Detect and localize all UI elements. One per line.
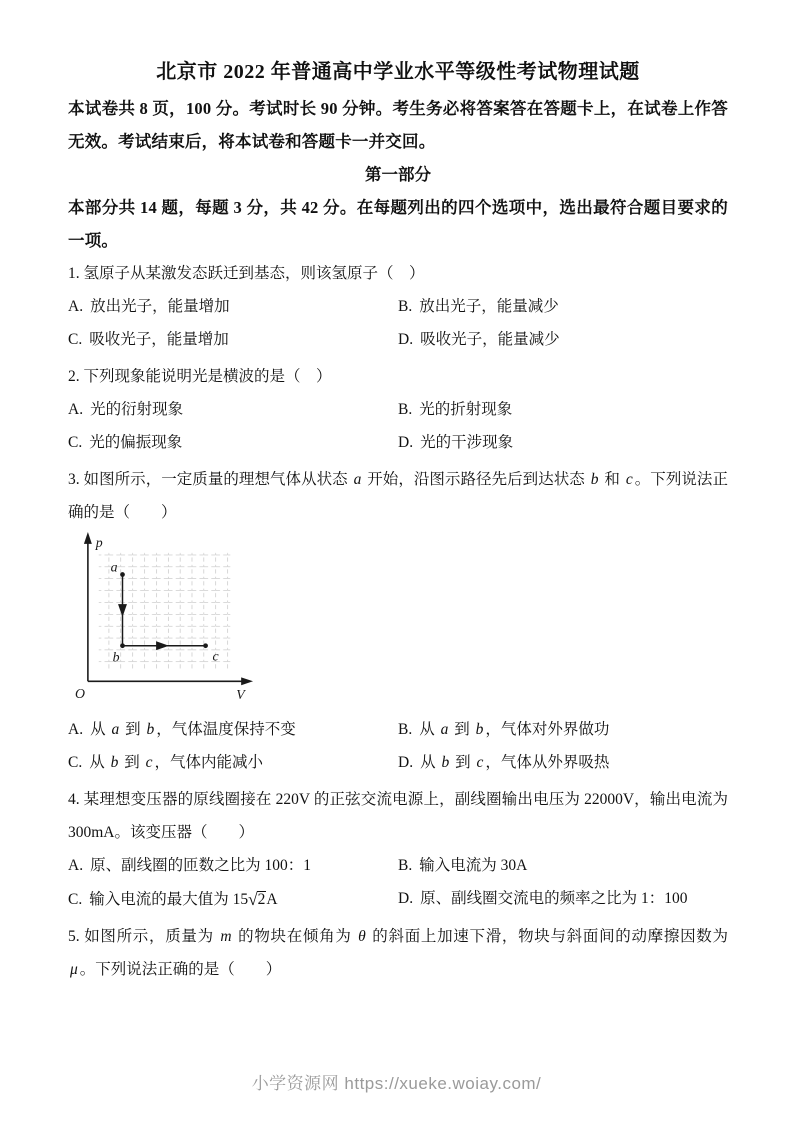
question-3-option-b (398, 713, 728, 746)
option-label: A. (68, 401, 84, 418)
option-text (89, 754, 263, 771)
option-label: C. (68, 754, 83, 771)
text-part: 的物块在倾角为 (233, 928, 357, 945)
text-part: 光的干涉现象 (420, 434, 514, 451)
option-text (90, 721, 296, 738)
text-part: m (220, 928, 232, 945)
footer-watermark: 小学资源网 https://xueke.woiay.com/ (251, 1074, 542, 1093)
question-4-stem (68, 783, 728, 849)
text-part: 输入电流为 30A (419, 857, 528, 874)
text-part: 从 (90, 721, 110, 738)
text-part: 原、副线圈交流电的频率之比为 1：100 (420, 890, 688, 907)
question-5-stem (68, 920, 728, 986)
text-part: θ (358, 928, 366, 945)
question-1-option-a (68, 290, 398, 323)
question-4-options (68, 849, 728, 916)
text-part: 吸收光子，能量减少 (420, 331, 560, 348)
option-label: C. (68, 434, 83, 451)
pv-diagram-svg (72, 531, 262, 709)
text-part: 。下列说法正确的是（ ） (68, 471, 728, 521)
text-part: 的斜面上加速下滑，物块与斜面间的动摩擦因数为 (367, 928, 728, 945)
option-label: A. (68, 298, 84, 315)
question-2 (68, 360, 728, 459)
option-label: B. (398, 298, 413, 315)
text-part: 光的偏振现象 (89, 434, 183, 451)
option-text (89, 434, 182, 451)
text-part: A (266, 891, 278, 908)
x-axis-label: V (236, 687, 245, 703)
text-part: 。下列说法正确的是（ ） (79, 961, 282, 978)
question-3-option-a (68, 713, 398, 746)
exam-instructions: 本试卷共 8 页，100 分。考试时长 90 分钟。考生务必将答案答在答题卡上，在试卷上作答无效。考试结束后，将本试卷和答题卡一并交回。 (68, 99, 728, 151)
text-part: 从 (420, 754, 440, 771)
text-part: b (110, 754, 119, 771)
point-c-dot (203, 643, 208, 648)
text-part: 放出光子，能量减少 (419, 298, 559, 315)
option-label: D. (398, 331, 414, 348)
x-axis-arrow-icon (241, 677, 253, 685)
option-label: B. (398, 401, 413, 418)
question-3-option-c (68, 746, 398, 779)
y-axis-label: p (95, 534, 103, 550)
question-5 (68, 920, 728, 986)
point-a-label: a (110, 559, 118, 575)
option-label: B. (398, 721, 413, 738)
question-2-stem (68, 360, 728, 393)
text-part: ，气体从外界吸热 (485, 754, 610, 771)
part1-heading: 第一部分 (365, 165, 431, 184)
page-title: 北京市 2022 年普通高中学业水平等级性考试物理试题 (156, 61, 640, 83)
text-part: c (145, 754, 153, 771)
text-part: 到 (120, 754, 144, 771)
text-part: √ (248, 890, 257, 909)
option-text (90, 401, 183, 418)
option-text (90, 857, 311, 874)
option-text (89, 331, 229, 348)
point-b-dot (120, 643, 125, 648)
text-part: b (441, 754, 450, 771)
option-label: B. (398, 857, 413, 874)
option-label: D. (398, 890, 414, 907)
text-part: ，气体对外界做功 (485, 721, 610, 738)
question-2-option-a (68, 393, 398, 426)
text-part: 输入电流的最大值为 15 (89, 891, 249, 908)
text-part: 光的折射现象 (419, 401, 513, 418)
question-4-option-b (398, 849, 728, 882)
question-3 (68, 463, 728, 779)
text-part: 到 (450, 721, 474, 738)
option-text (419, 298, 559, 315)
question-3-stem (68, 463, 728, 529)
option-text (419, 857, 527, 874)
y-axis-arrow-icon (84, 532, 92, 544)
part1-description: 本部分共 14 题，每题 3 分，共 42 分。在每题列出的四个选项中，选出最符合题目要求的一项。 (68, 198, 728, 250)
question-1-option-d (398, 323, 728, 356)
question-1 (68, 257, 728, 356)
origin-label: O (75, 686, 86, 702)
question-2-option-c (68, 426, 398, 459)
option-label: D. (398, 754, 414, 771)
text-part: b (590, 471, 599, 488)
option-text (420, 890, 687, 907)
option-text (420, 434, 513, 451)
text-part: 2 (257, 891, 266, 908)
question-1-option-c (68, 323, 398, 356)
text-part: 5. 如图所示，质量为 (68, 928, 219, 945)
text-part: 1. 氢原子从某激发态跃迁到基态，则该氢原子（ ） (68, 265, 425, 282)
text-part: μ (70, 961, 78, 978)
question-1-stem (68, 257, 728, 290)
question-2-option-d (398, 426, 728, 459)
question-3-options (68, 713, 728, 779)
point-c-label: c (212, 648, 219, 664)
text-part: ，气体内能减小 (154, 754, 264, 771)
option-text (419, 401, 512, 418)
text-part: 和 (600, 471, 624, 488)
option-text (420, 331, 560, 348)
text-part: 2. 下列现象能说明光是横波的是（ ） (68, 368, 332, 385)
text-part: c (476, 754, 484, 771)
text-part: b (146, 721, 155, 738)
option-label: D. (398, 434, 414, 451)
text-part: ，气体温度保持不变 (156, 721, 296, 738)
text-part: 从 (89, 754, 109, 771)
option-label: C. (68, 891, 83, 908)
point-a-dot (120, 572, 125, 577)
text-part: c (625, 471, 633, 488)
option-label: A. (68, 721, 84, 738)
text-part: 光的衍射现象 (90, 401, 184, 418)
question-4-option-a (68, 849, 398, 882)
text-part: 放出光子，能量增加 (90, 298, 230, 315)
text-part: 原、副线圈的匝数之比为 100：1 (90, 857, 311, 874)
text-part: 开始，沿图示路径先后到达状态 (363, 471, 589, 488)
question-4 (68, 783, 728, 916)
option-text (90, 298, 230, 315)
text-part: 3. 如图所示，一定质量的理想气体从状态 (68, 471, 352, 488)
text-part: 到 (451, 754, 475, 771)
option-text (89, 891, 277, 908)
text-part: a (353, 471, 362, 488)
point-b-label: b (112, 649, 120, 665)
question-2-option-b (398, 393, 728, 426)
option-text (420, 754, 609, 771)
option-label: A. (68, 857, 84, 874)
question-4-option-c (68, 882, 398, 916)
text-part: b (475, 721, 484, 738)
text-part: 吸收光子，能量增加 (89, 331, 229, 348)
text-part: 4. 某理想变压器的原线圈接在 220V 的正弦交流电源上，副线圈输出电压为 22000V，输出电流为 300mA。该变压器（ ） (68, 791, 728, 841)
question-2-options (68, 393, 728, 459)
option-text (419, 721, 609, 738)
text-part: a (111, 721, 120, 738)
text-part: 到 (121, 721, 145, 738)
option-label: C. (68, 331, 83, 348)
text-part: 从 (419, 721, 439, 738)
pv-diagram-figure (72, 531, 728, 711)
question-1-option-b (398, 290, 728, 323)
question-3-option-d (398, 746, 728, 779)
text-part: a (440, 721, 449, 738)
question-4-option-d (398, 882, 728, 916)
question-1-options (68, 290, 728, 356)
